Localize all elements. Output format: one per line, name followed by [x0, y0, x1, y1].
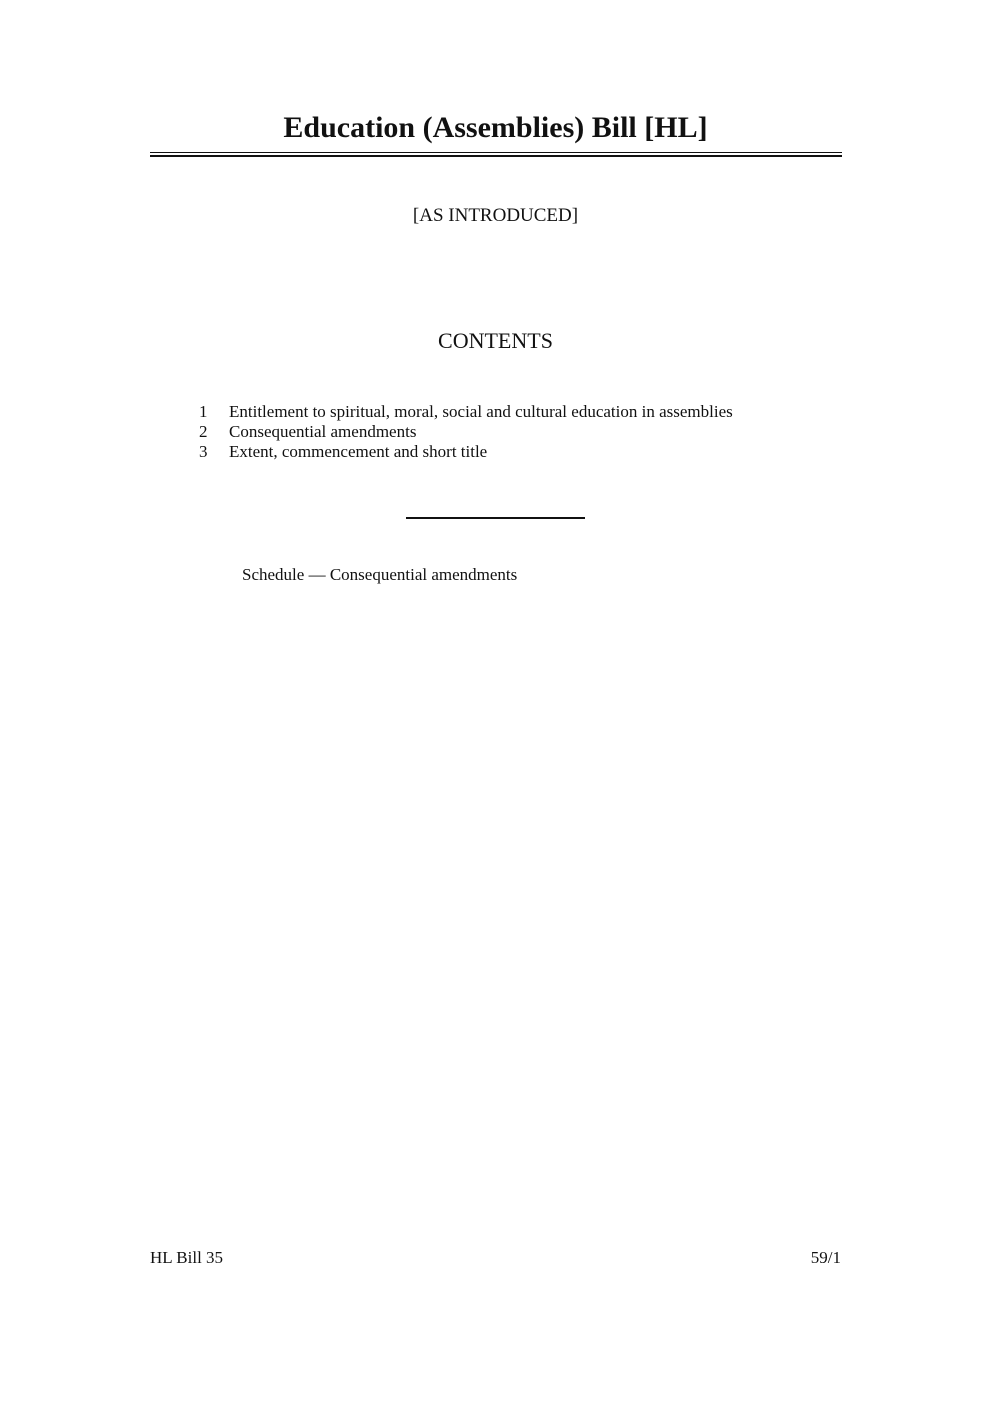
bill-status: [AS INTRODUCED] [412, 205, 579, 226]
section-title: Extent, commencement and short title [229, 442, 488, 461]
section-title: Consequential amendments [229, 422, 417, 441]
contents-item [195, 442, 733, 462]
schedule-dash: — [308, 565, 326, 584]
contents-item [195, 422, 733, 442]
section-title: Entitlement to spiritual, moral, social and cultural education in assemblies [229, 402, 733, 421]
title-underline-rule-double [150, 155, 842, 157]
section-number: 2 [199, 422, 208, 441]
section-number: 1 [199, 402, 208, 421]
schedule-title: Consequential amendments [329, 565, 518, 584]
section-number: 3 [199, 442, 208, 461]
page-title: Education (Assemblies) Bill [HL] [283, 111, 708, 144]
contents-item [195, 402, 733, 422]
section-separator-rule [406, 517, 585, 519]
schedule-label: Schedule [242, 565, 305, 584]
contents-heading: CONTENTS [438, 328, 553, 353]
footer-page-reference: 59/1 [810, 1248, 841, 1267]
title-underline-rule [150, 152, 842, 153]
contents-list [195, 402, 733, 462]
footer-bill-reference: HL Bill 35 [150, 1248, 224, 1267]
schedule-entry [242, 564, 517, 586]
